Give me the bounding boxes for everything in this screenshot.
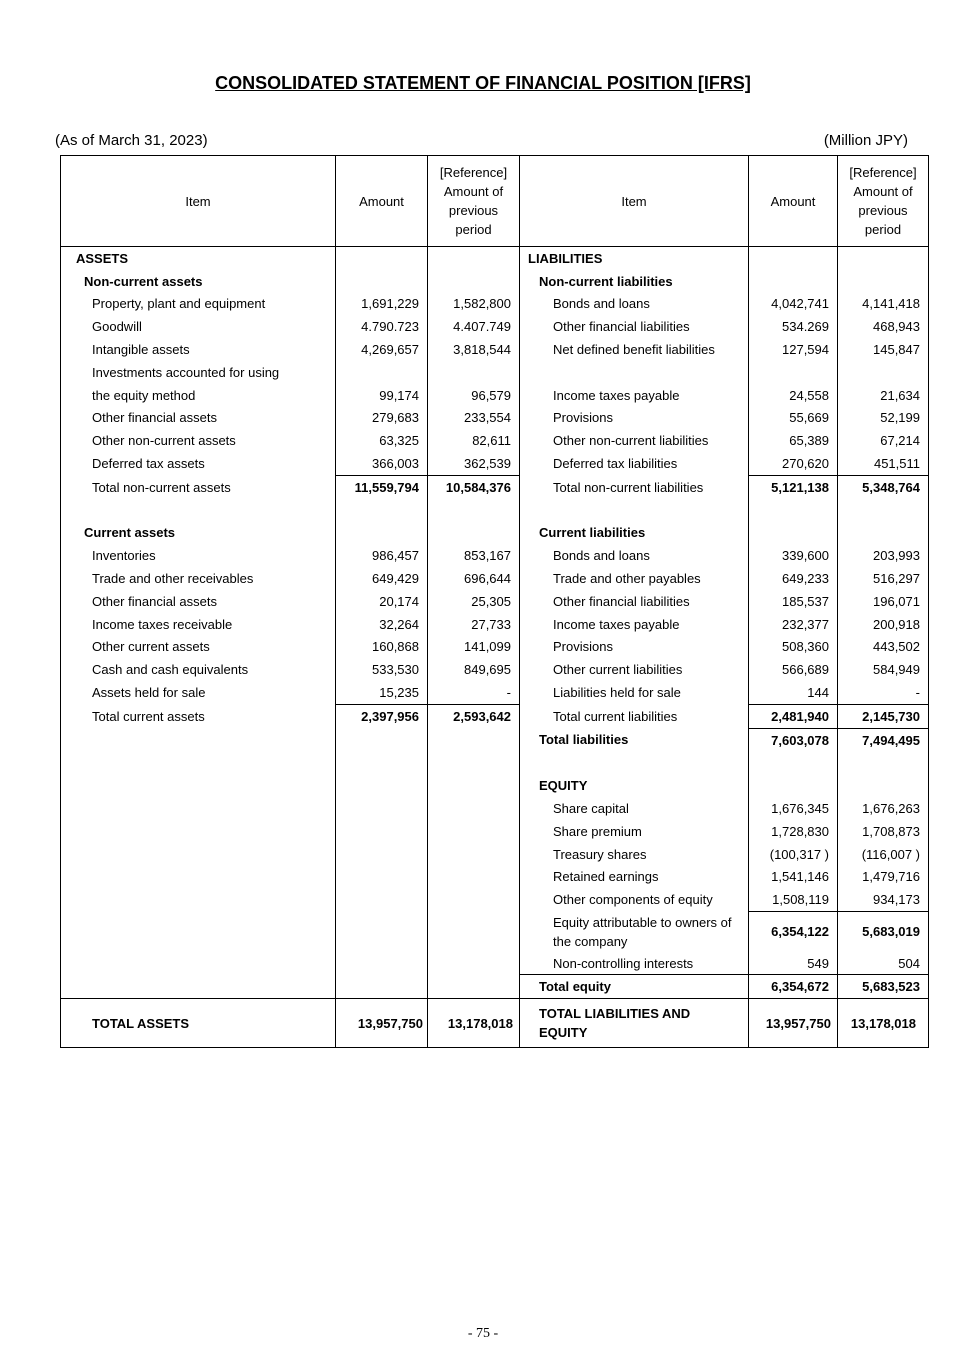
- table-row: [61, 361, 929, 384]
- cell-item: [61, 952, 336, 975]
- subtotal-label: Total current assets: [61, 704, 336, 728]
- table-row: [61, 384, 929, 407]
- table-row: [61, 452, 929, 475]
- cell-amount: 127,594: [749, 338, 838, 361]
- table-row: [61, 567, 929, 590]
- subtotal-amount: 2,397,956: [336, 704, 428, 728]
- cell-amount: 232,377: [749, 613, 838, 636]
- cell-amount: 1,728,830: [749, 820, 838, 843]
- cell-item: Income taxes receivable: [61, 613, 336, 636]
- cell-amount: 986,457: [336, 544, 428, 567]
- cell-reference: [838, 522, 929, 545]
- cell-reference: 4.407.749: [428, 315, 520, 338]
- subtotal-reference: 5,348,764: [838, 475, 929, 498]
- cell-item: [61, 499, 336, 522]
- cell-reference: [428, 888, 520, 911]
- cell-item: Trade and other receivables: [61, 567, 336, 590]
- currency-unit: (Million JPY): [823, 132, 908, 149]
- table-row: [61, 658, 929, 681]
- cell-amount: 99,174: [336, 384, 428, 407]
- table-row: [61, 704, 929, 728]
- cell-amount: [749, 522, 838, 545]
- cell-reference: 362,539: [428, 452, 520, 475]
- cell-item: Other non-current assets: [61, 429, 336, 452]
- header-ref-line: [Reference]: [439, 165, 508, 180]
- cell-amount: 55,669: [749, 407, 838, 430]
- cell-reference: 516,297: [838, 567, 929, 590]
- cell-amount: 15,235: [336, 681, 428, 704]
- cell-reference: [428, 728, 520, 751]
- cell-reference: 443,502: [838, 636, 929, 659]
- cell-reference: [428, 912, 520, 952]
- cell-reference: 145,847: [838, 338, 929, 361]
- table-row: [61, 728, 929, 751]
- cell-reference: 25,305: [428, 590, 520, 613]
- table-row: [61, 613, 929, 636]
- cell-item: Trade and other payables: [520, 567, 749, 590]
- cell-reference: 849,695: [428, 658, 520, 681]
- cell-item: Other non-current liabilities: [520, 429, 749, 452]
- cell-amount: [336, 499, 428, 522]
- section-heading: Non-current assets: [61, 270, 336, 293]
- as-of-date: (As of March 31, 2023): [55, 132, 208, 149]
- cell-item: [520, 752, 749, 775]
- cell-amount: [336, 866, 428, 889]
- total-equity-reference: 5,683,523: [838, 975, 929, 999]
- cell-item: Other current liabilities: [520, 658, 749, 681]
- cell-amount: 508,360: [749, 636, 838, 659]
- header-reference-assets: [428, 156, 520, 247]
- cell-amount: 63,325: [336, 429, 428, 452]
- table-row: [61, 590, 929, 613]
- cell-item: [61, 975, 336, 999]
- total-assets-reference: 13,178,018: [428, 999, 520, 1048]
- table-row: [61, 293, 929, 316]
- table-row: [61, 544, 929, 567]
- cell-item: [61, 820, 336, 843]
- liabilities-heading: LIABILITIES: [520, 247, 749, 270]
- cell-amount: 185,537: [749, 590, 838, 613]
- cell-item: [61, 866, 336, 889]
- cell-reference: 203,993: [838, 544, 929, 567]
- total-liabilities-reference: 7,494,495: [838, 728, 929, 751]
- table-row: [61, 888, 929, 911]
- cell-reference: [428, 774, 520, 797]
- cell-item: Provisions: [520, 636, 749, 659]
- section-heading: Current assets: [61, 522, 336, 545]
- table-row: [61, 952, 929, 975]
- cell-item: Inventories: [61, 544, 336, 567]
- cell-reference: 504: [838, 952, 929, 975]
- cell-amount: 1,676,345: [749, 797, 838, 820]
- cell-item: [61, 797, 336, 820]
- cell-reference: [838, 499, 929, 522]
- cell-item: Liabilities held for sale: [520, 681, 749, 704]
- cell-reference: [428, 522, 520, 545]
- cell-amount: 649,429: [336, 567, 428, 590]
- header-ref-line: Amount of: [443, 184, 504, 199]
- table-header-row: [61, 156, 929, 247]
- cell-amount: [336, 247, 428, 270]
- cell-item: Intangible assets: [61, 338, 336, 361]
- subtotal-label: Total current liabilities: [520, 704, 749, 728]
- cell-amount: 549: [749, 952, 838, 975]
- header-item-liabilities: Item: [520, 156, 749, 247]
- page-title: CONSOLIDATED STATEMENT OF FINANCIAL POSITION [IFRS]: [215, 73, 751, 93]
- cell-reference: 21,634: [838, 384, 929, 407]
- cell-amount: (100,317 ): [749, 843, 838, 866]
- cell-item: Deferred tax assets: [61, 452, 336, 475]
- cell-amount: 4,042,741: [749, 293, 838, 316]
- cell-item: Cash and cash equivalents: [61, 658, 336, 681]
- cell-item: Other financial liabilities: [520, 315, 749, 338]
- cell-reference: 853,167: [428, 544, 520, 567]
- total-assets-label: TOTAL ASSETS: [61, 999, 336, 1048]
- table-row: [61, 315, 929, 338]
- cell-item: Income taxes payable: [520, 384, 749, 407]
- cell-amount: [336, 797, 428, 820]
- cell-amount: [749, 270, 838, 293]
- cell-item: Net defined benefit liabilities: [520, 338, 749, 361]
- cell-amount: [336, 888, 428, 911]
- total-liabilities-label: Total liabilities: [520, 728, 749, 751]
- cell-reference: 3,818,544: [428, 338, 520, 361]
- table-row: [61, 797, 929, 820]
- cell-item: [61, 728, 336, 751]
- cell-reference: [838, 361, 929, 384]
- total-equity-label: Total equity: [520, 975, 749, 999]
- table-row: [61, 338, 929, 361]
- table-row: [61, 270, 929, 293]
- subtotal-reference: 5,683,019: [838, 912, 929, 952]
- subtotal-reference: 10,584,376: [428, 475, 520, 498]
- table-row: [61, 752, 929, 775]
- cell-item: [520, 361, 749, 384]
- table-row: [61, 912, 929, 952]
- cell-reference: 934,173: [838, 888, 929, 911]
- cell-amount: 1,541,146: [749, 866, 838, 889]
- total-liabilities-equity-amount: 13,957,750: [749, 999, 838, 1048]
- cell-amount: [336, 912, 428, 952]
- cell-item: Income taxes payable: [520, 613, 749, 636]
- total-liabilities-amount: 7,603,078: [749, 728, 838, 751]
- cell-item: Non-controlling interests: [520, 952, 749, 975]
- cell-reference: 96,579: [428, 384, 520, 407]
- subtotal-label: Total non-current liabilities: [520, 475, 749, 498]
- cell-item: Treasury shares: [520, 843, 749, 866]
- cell-reference: [428, 866, 520, 889]
- cell-reference: 1,676,263: [838, 797, 929, 820]
- cell-reference: 141,099: [428, 636, 520, 659]
- cell-reference: [428, 361, 520, 384]
- table-row: [61, 774, 929, 797]
- subtotal-reference: 2,593,642: [428, 704, 520, 728]
- cell-amount: 1,691,229: [336, 293, 428, 316]
- cell-item: [61, 843, 336, 866]
- cell-item: Equity attributable to owners of the company: [520, 912, 749, 952]
- cell-amount: [749, 499, 838, 522]
- cell-reference: [838, 774, 929, 797]
- cell-amount: 65,389: [749, 429, 838, 452]
- cell-item: [61, 912, 336, 952]
- total-equity-amount: 6,354,672: [749, 975, 838, 999]
- cell-reference: [428, 843, 520, 866]
- cell-amount: [336, 975, 428, 999]
- table-row: [61, 681, 929, 704]
- cell-reference: 468,943: [838, 315, 929, 338]
- cell-reference: 584,949: [838, 658, 929, 681]
- cell-amount: 144: [749, 681, 838, 704]
- cell-item: [61, 774, 336, 797]
- cell-amount: 366,003: [336, 452, 428, 475]
- cell-reference: -: [428, 681, 520, 704]
- cell-reference: [428, 797, 520, 820]
- header-ref-line: period: [864, 222, 902, 237]
- financial-position-table: [60, 155, 929, 1048]
- cell-reference: 451,511: [838, 452, 929, 475]
- cell-reference: [428, 247, 520, 270]
- grand-total-row: [61, 999, 929, 1048]
- cell-amount: 270,620: [749, 452, 838, 475]
- table-row: [61, 843, 929, 866]
- cell-reference: 52,199: [838, 407, 929, 430]
- table-row: [61, 975, 929, 999]
- cell-amount: [336, 522, 428, 545]
- cell-item: [520, 499, 749, 522]
- cell-item: Provisions: [520, 407, 749, 430]
- cell-amount: [336, 774, 428, 797]
- subtotal-label: Total non-current assets: [61, 475, 336, 498]
- section-heading: Current liabilities: [520, 522, 749, 545]
- total-assets-amount: 13,957,750: [336, 999, 428, 1048]
- header-reference-liabilities: [838, 156, 929, 247]
- page-number: - 75 -: [467, 1326, 499, 1341]
- cell-reference: 1,479,716: [838, 866, 929, 889]
- cell-amount: [336, 843, 428, 866]
- table-row: [61, 820, 929, 843]
- cell-amount: [336, 728, 428, 751]
- cell-reference: [428, 499, 520, 522]
- cell-amount: [336, 361, 428, 384]
- cell-item: Other financial liabilities: [520, 590, 749, 613]
- cell-amount: 160,868: [336, 636, 428, 659]
- cell-item: Investments accounted for using: [61, 361, 336, 384]
- subtotal-amount: 6,354,122: [749, 912, 838, 952]
- total-liabilities-equity-label: TOTAL LIABILITIES AND EQUITY: [520, 999, 749, 1048]
- cell-item: Assets held for sale: [61, 681, 336, 704]
- table-row: [61, 247, 929, 270]
- cell-item: Other current assets: [61, 636, 336, 659]
- cell-item: [61, 888, 336, 911]
- cell-reference: 1,582,800: [428, 293, 520, 316]
- cell-amount: 32,264: [336, 613, 428, 636]
- section-heading: Non-current liabilities: [520, 270, 749, 293]
- cell-item: the equity method: [61, 384, 336, 407]
- cell-reference: 82,611: [428, 429, 520, 452]
- table-row: [61, 636, 929, 659]
- cell-reference: 200,918: [838, 613, 929, 636]
- header-amount-assets: Amount: [336, 156, 428, 247]
- cell-reference: [838, 270, 929, 293]
- table-row: [61, 522, 929, 545]
- cell-amount: 534.269: [749, 315, 838, 338]
- cell-item: Goodwill: [61, 315, 336, 338]
- cell-item: Other financial assets: [61, 407, 336, 430]
- cell-item: Retained earnings: [520, 866, 749, 889]
- cell-amount: [336, 820, 428, 843]
- subtotal-amount: 11,559,794: [336, 475, 428, 498]
- cell-reference: [428, 820, 520, 843]
- cell-amount: [749, 752, 838, 775]
- cell-amount: 339,600: [749, 544, 838, 567]
- cell-item: Bonds and loans: [520, 293, 749, 316]
- subtotal-amount: 2,481,940: [749, 704, 838, 728]
- table-row: [61, 475, 929, 498]
- table-row: [61, 429, 929, 452]
- cell-reference: [428, 952, 520, 975]
- cell-reference: [838, 247, 929, 270]
- subtotal-reference: 2,145,730: [838, 704, 929, 728]
- table-row: [61, 866, 929, 889]
- header-ref-line: previous: [858, 203, 908, 218]
- header-ref-line: Amount of: [853, 184, 913, 199]
- cell-amount: 24,558: [749, 384, 838, 407]
- cell-amount: 4,269,657: [336, 338, 428, 361]
- cell-amount: [336, 752, 428, 775]
- cell-reference: [428, 270, 520, 293]
- cell-amount: 533,530: [336, 658, 428, 681]
- cell-item: Share capital: [520, 797, 749, 820]
- cell-item: Share premium: [520, 820, 749, 843]
- total-liabilities-equity-reference: 13,178,018: [838, 999, 929, 1048]
- cell-amount: 20,174: [336, 590, 428, 613]
- subtotal-amount: 5,121,138: [749, 475, 838, 498]
- cell-amount: 1,508,119: [749, 888, 838, 911]
- cell-amount: [336, 952, 428, 975]
- cell-reference: 1,708,873: [838, 820, 929, 843]
- table-row: [61, 407, 929, 430]
- cell-item: [61, 752, 336, 775]
- header-item-assets: Item: [61, 156, 336, 247]
- cell-reference: 696,644: [428, 567, 520, 590]
- table-row: [61, 499, 929, 522]
- cell-reference: [428, 975, 520, 999]
- cell-amount: [749, 361, 838, 384]
- cell-item: Property, plant and equipment: [61, 293, 336, 316]
- header-ref-line: previous: [448, 203, 499, 218]
- cell-reference: [428, 752, 520, 775]
- cell-item: Deferred tax liabilities: [520, 452, 749, 475]
- assets-heading: ASSETS: [61, 247, 336, 270]
- cell-reference: (116,007 ): [838, 843, 929, 866]
- cell-amount: 279,683: [336, 407, 428, 430]
- cell-reference: 196,071: [838, 590, 929, 613]
- cell-reference: 4,141,418: [838, 293, 929, 316]
- cell-amount: [336, 270, 428, 293]
- cell-reference: 27,733: [428, 613, 520, 636]
- cell-amount: 566,689: [749, 658, 838, 681]
- cell-reference: 233,554: [428, 407, 520, 430]
- cell-amount: [749, 247, 838, 270]
- header-ref-line: period: [455, 222, 492, 237]
- cell-reference: [838, 752, 929, 775]
- cell-item: Other components of equity: [520, 888, 749, 911]
- cell-reference: -: [838, 681, 929, 704]
- cell-item: Other financial assets: [61, 590, 336, 613]
- cell-amount: 649,233: [749, 567, 838, 590]
- cell-reference: 67,214: [838, 429, 929, 452]
- cell-amount: [749, 774, 838, 797]
- cell-item: Bonds and loans: [520, 544, 749, 567]
- equity-heading: EQUITY: [520, 774, 749, 797]
- cell-amount: 4.790.723: [336, 315, 428, 338]
- header-amount-liabilities: Amount: [749, 156, 838, 247]
- header-ref-line: [Reference]: [849, 165, 917, 180]
